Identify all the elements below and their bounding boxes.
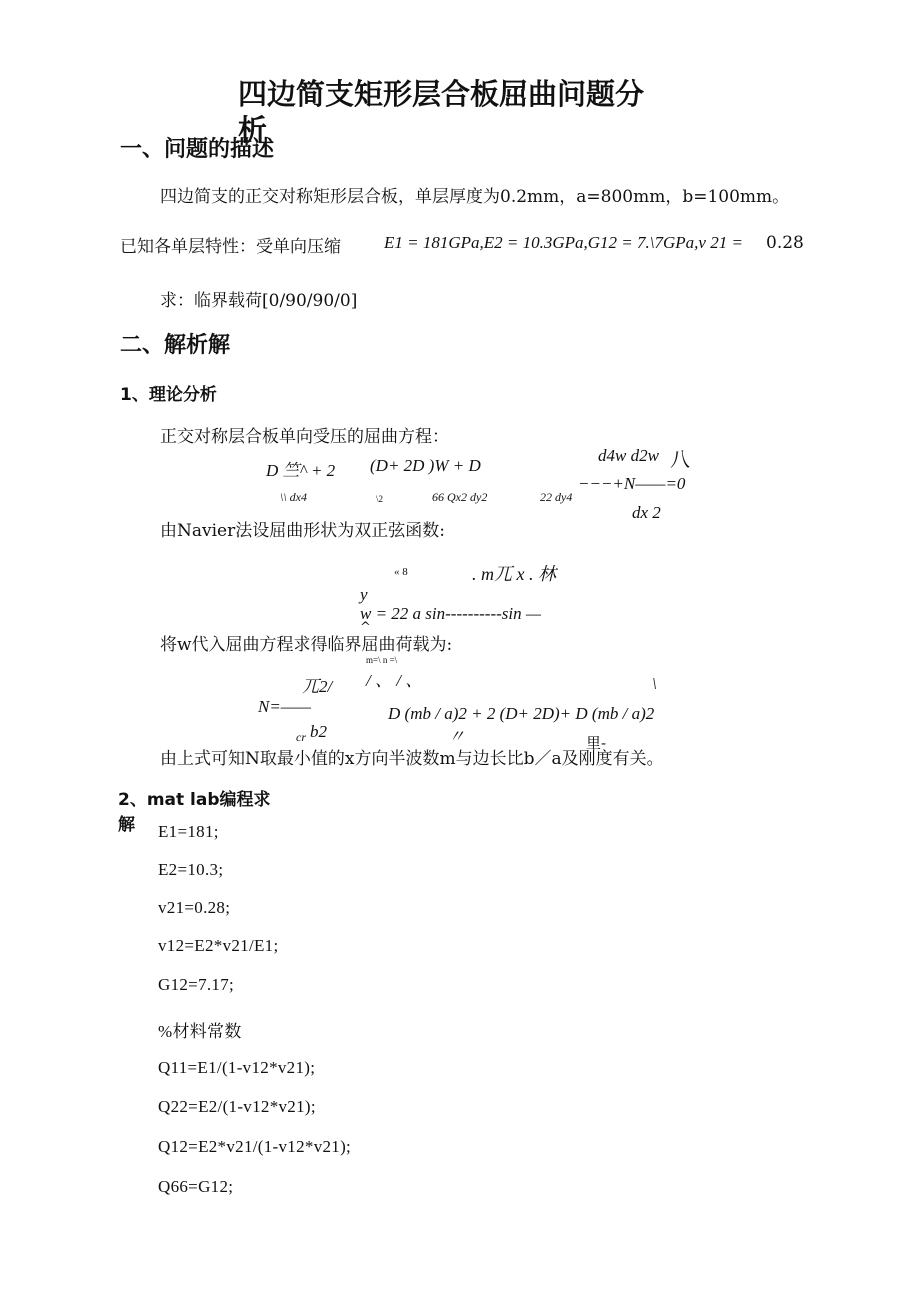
eq1-sub-left1: \\ dx4 xyxy=(280,490,307,504)
eq1-sub-left2: \2 xyxy=(376,494,384,504)
eq3-b2: b2 xyxy=(310,722,327,741)
section-heading-problem: 一、问题的描述 xyxy=(120,137,275,162)
eq2-y: y xyxy=(360,585,368,604)
code-line: E1=181; xyxy=(158,822,219,841)
eq3-backslash: \ xyxy=(652,674,657,693)
eq1-top-right: d4w d2w xyxy=(598,446,659,465)
code-line: Q11=E1/(1-v12*v21); xyxy=(158,1058,316,1077)
code-line: Q66=G12; xyxy=(158,1177,234,1196)
eq1-part1: D 竺^ + 2 xyxy=(266,461,336,480)
subsection-matlab-continued: 解 xyxy=(118,815,135,835)
code-line: E2=10.3; xyxy=(158,860,224,879)
eq3-slashes: / 、 / 、 xyxy=(366,671,423,690)
code-line: v21=0.28; xyxy=(158,898,231,917)
eq3-stray-char: 里- xyxy=(586,734,607,752)
problem-paragraph-properties: 已知各单层特性：受单向压缩 xyxy=(120,237,341,257)
eq3-pi: 兀2/ xyxy=(302,677,333,696)
code-line: Q12=E2*v21/(1-v12*v21); xyxy=(158,1137,352,1156)
code-line: v12=E2*v21/E1; xyxy=(158,936,279,955)
material-properties-formula: E1 = 181GPa,E2 = 10.3GPa,G12 = 7.\7GPa,v 21 = xyxy=(384,233,743,252)
eq1-sub-right: 22 dy4 xyxy=(540,490,573,504)
eq3-subscript-cr: cr xyxy=(296,730,306,744)
eq1-part2: (D+ 2D )W + D xyxy=(370,456,481,475)
eq1-top-right-char: 八 xyxy=(670,447,690,471)
eq3-main: D (mb / a)2 + 2 (D+ 2D)+ D (mb / a)2 xyxy=(388,704,655,723)
eq2-top-right: . m兀 x . 林 xyxy=(472,564,556,584)
eq3-double-prime: 〃 xyxy=(448,727,465,746)
eq2-caret: ^ xyxy=(360,620,371,635)
code-line: Q22=E2/(1-v12*v21); xyxy=(158,1097,316,1116)
section-heading-analytical: 二、解析解 xyxy=(120,333,231,358)
eq2-main: w = 22 a sin----------sin — xyxy=(360,604,541,623)
poisson-ratio-value: 0.28 xyxy=(766,233,804,253)
problem-question: 求：临界载荷[0/90/90/0] xyxy=(160,291,358,311)
eq1-sub-mid: 66 Qx2 dy2 xyxy=(432,490,488,504)
page-title: 四边简支矩形层合板屈曲问题分 xyxy=(238,77,645,111)
code-comment: %材料常数 xyxy=(158,1022,242,1041)
page-title-continued: 析 xyxy=(238,113,268,147)
theory-text-buckling-equation: 正交对称层合板单向受压的屈曲方程： xyxy=(160,427,449,447)
code-line: G12=7.17; xyxy=(158,975,235,994)
theory-conclusion: 由上式可知N取最小值的x方向半波数m与边长比b／a及刚度有关。 xyxy=(160,749,664,769)
eq1-bottom-right: dx 2 xyxy=(632,503,661,522)
subsection-matlab: 2、mat lab编程求 xyxy=(118,790,271,810)
eq2-sum-indices: m=\ n =\ xyxy=(366,655,398,665)
eq1-mid-right: −−−+N——=0 xyxy=(578,474,686,493)
eq2-top-left: « 8 xyxy=(394,566,408,578)
subsection-theory: 1、理论分析 xyxy=(120,385,217,405)
theory-text-navier: 由Navier法设屈曲形状为双正弦函数: xyxy=(160,521,445,541)
theory-text-critical-load: 将w代入屈曲方程求得临界屈曲荷载为: xyxy=(160,635,453,655)
problem-paragraph-geometry: 四边简支的正交对称矩形层合板，单层厚度为0.2mm，a=800mm，b=100mm。 xyxy=(160,187,790,207)
eq3-N: N=—— xyxy=(258,697,312,716)
